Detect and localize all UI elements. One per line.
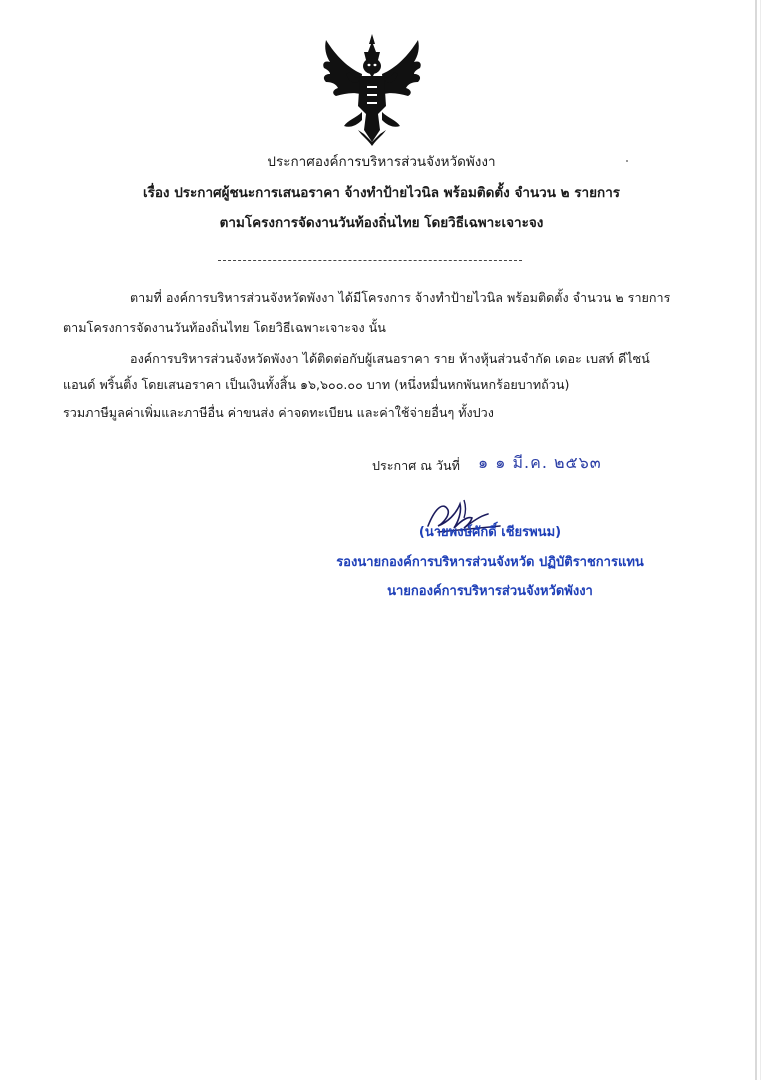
scan-speck xyxy=(626,160,628,162)
announcement-subject: เรื่อง ประกาศผู้ชนะการเสนอราคา จ้างทำป้ายไวนิล พร้อมติดตั้ง จำนวน ๒ รายการ xyxy=(142,185,621,201)
announcement-title: ประกาศองค์การบริหารส่วนจังหวัดพังงา xyxy=(267,154,496,170)
announcement-date-label: ประกาศ ณ วันที่ xyxy=(372,458,460,473)
body-paragraph-2-line-3: รวมภาษีมูลค่าเพิ่มและภาษีอื่น ค่าขนส่ง ค่าจดทะเบียน และค่าใช้จ่ายอื่นๆ ทั้งปวง xyxy=(63,405,494,420)
signatory-position-2: นายกองค์การบริหารส่วนจังหวัดพังงา xyxy=(387,584,593,599)
signatory-name: (นายพงษ์ศักดิ์ เชียรพนม) xyxy=(418,525,562,540)
body-paragraph-2-line-1: องค์การบริหารส่วนจังหวัดพังงา ได้ติดต่อกับผู้เสนอราคา ราย ห้างหุ้นส่วนจำกัด เดอะ เบสท์ ดีไซน์ xyxy=(130,351,650,366)
announcement-date-value: ๑ ๑ มี.ค. ๒๕๖๓ xyxy=(478,453,602,472)
body-paragraph-1-line-1: ตามที่ องค์การบริหารส่วนจังหวัดพังงา ได้มีโครงการ จ้างทำป้ายไวนิล พร้อมติดตั้ง จำนวน ๒ รายการ xyxy=(130,290,671,305)
announcement-subject-line2: ตามโครงการจัดงานวันท้องถิ่นไทย โดยวิธีเฉพาะเจาะจง xyxy=(219,215,544,231)
body-paragraph-2-line-2: แอนด์ พริ้นติ้ง โดยเสนอราคา เป็นเงินทั้งสิ้น ๑๖,๖๐๐.๐๐ บาท (หนึ่งหมื่นหกพันหกร้อยบาทถ้วน) xyxy=(63,377,570,392)
garuda-emblem-icon xyxy=(318,34,426,146)
body-paragraph-1-line-2: ตามโครงการจัดงานวันท้องถิ่นไทย โดยวิธีเฉพาะเจาะจง นั้น xyxy=(63,320,386,335)
header-divider xyxy=(218,260,522,261)
signatory-position-1: รองนายกองค์การบริหารส่วนจังหวัด ปฏิบัติราชการแทน xyxy=(336,555,644,570)
